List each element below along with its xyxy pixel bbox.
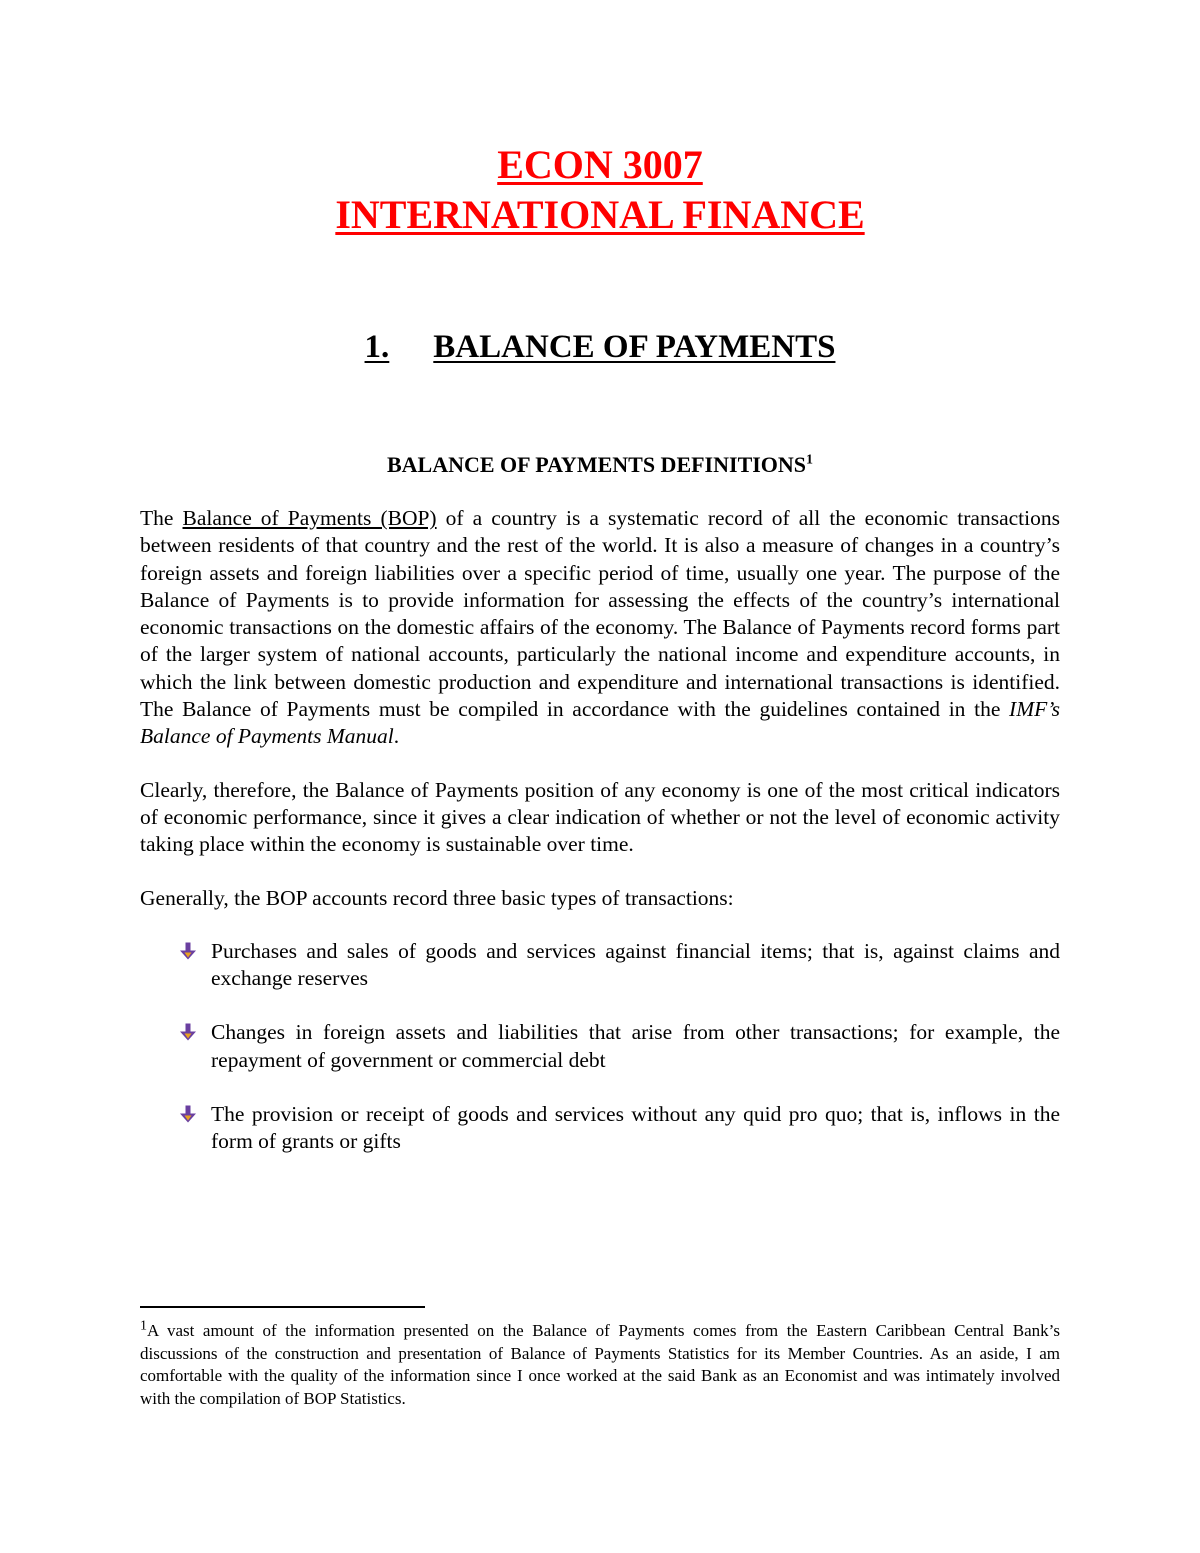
list-item	[140, 1019, 1060, 1074]
p1-pre: The	[140, 506, 183, 530]
down-arrow-icon	[179, 1023, 197, 1041]
footnote-marker: 1	[140, 1318, 147, 1334]
course-code: ECON 3007	[497, 142, 703, 187]
footnote-text: A vast amount of the information presented on the Balance of Payments comes from the Eastern Caribbean Central Bank’s discussions of the construction and presentation of Balance of Payments Statistics for its Member Countries. As an aside, I am comfortable with the quality of the information since I once worked at the said Bank as an Economist and was intimately involved with the compilation of BOP Statistics.	[140, 1321, 1060, 1408]
paragraph-bop-definition	[140, 505, 1060, 751]
document-body	[140, 505, 1060, 1183]
p1-mid: of a country is a systematic record of all the economic transactions between residents of that country and the rest of the world. It is also a measure of changes in a country’s foreign assets and foreign liabilities over a specific period of time, usually one year. The purpose of the Balance of Payments is to provide information for assessing the effects of the country’s international economic transactions on the domestic affairs of the economy. The Balance of Payments record forms part of the larger system of national accounts, particularly the national income and expenditure accounts, in which the link between domestic production and expenditure and international transactions is identified. The Balance of Payments must be compiled in accordance with the guidelines contained in the	[140, 506, 1060, 722]
footnote-reference: 1	[806, 452, 814, 468]
list-item-text: The provision or receipt of goods and services without any quid pro quo; that is, inflows in the form of grants or gifts	[211, 1102, 1060, 1154]
course-title-block	[0, 140, 1200, 240]
paragraph-transaction-types-intro: Generally, the BOP accounts record three basic types of transactions:	[140, 885, 734, 910]
chapter-heading	[0, 325, 1200, 369]
list-item	[140, 1101, 1060, 1156]
bop-term: Balance of Payments (BOP)	[182, 506, 437, 530]
list-item-text: Purchases and sales of goods and services against financial items; that is, against claims and exchange reserves	[211, 938, 1060, 991]
paragraph-bop-importance: Clearly, therefore, the Balance of Payments position of any economy is one of the most critical indicators of economic performance, since it gives a clear indication of whether or not the level of economic activity taking place within the economy is sustainable over time.	[140, 777, 1060, 857]
list-item-text: Changes in foreign assets and liabilities that arise from other transactions; for example, the repayment of government or commercial debt	[211, 1020, 1060, 1072]
chapter-number: 1.	[364, 329, 390, 365]
footnote-separator	[140, 1306, 425, 1308]
list-item	[140, 938, 1060, 993]
imf-manual-title: IMF’s Balance of Payments Manual	[140, 697, 1060, 749]
section-title: BALANCE OF PAYMENTS DEFINITIONS	[386, 452, 807, 477]
footnote	[140, 1320, 1060, 1410]
chapter-title: BALANCE OF PAYMENTS	[433, 329, 836, 365]
transaction-types-list	[140, 938, 1060, 1156]
course-name: INTERNATIONAL FINANCE	[335, 192, 865, 237]
p1-post: .	[393, 724, 400, 749]
down-arrow-icon	[179, 942, 197, 960]
down-arrow-icon	[179, 1105, 197, 1123]
section-heading	[0, 450, 1200, 480]
